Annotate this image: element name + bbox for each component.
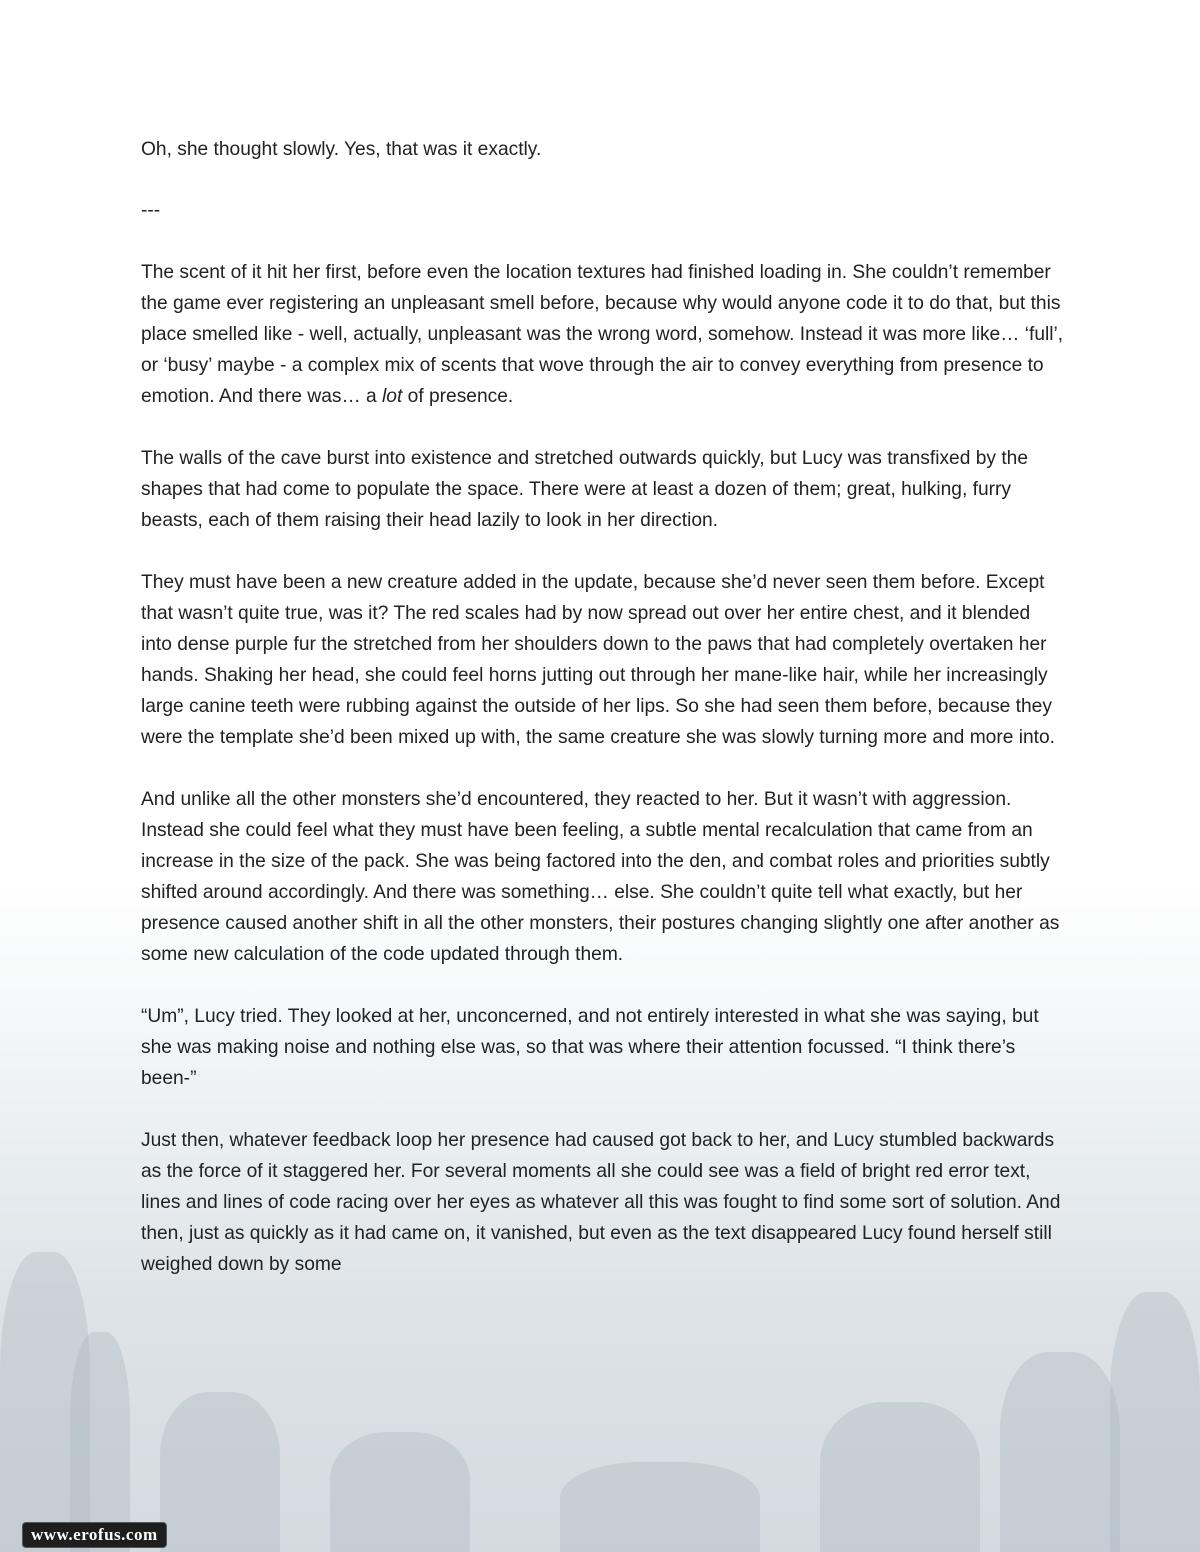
paragraph xyxy=(141,1125,1066,1280)
paragraph-text: The walls of the cave burst into existence and stretched outwards quickly, but Lucy was transfixed by the shapes that had come to populate the space. There were at least a dozen of them; great, hulking, furry beasts, each of them raising their head lazily to look in her direction. xyxy=(141,448,1028,531)
paragraph-text: “Um”, Lucy tried. They looked at her, unconcerned, and not entirely interested in what she was saying, but she was making noise and nothing else was, so that was where their attention focussed. “I think there’s been-” xyxy=(141,1006,1039,1089)
watermark-text: www.erofus.com xyxy=(31,1525,158,1544)
document-body xyxy=(141,134,1066,1311)
paragraph xyxy=(141,1001,1066,1094)
paragraph xyxy=(141,443,1066,536)
paragraph-text: And unlike all the other monsters she’d encountered, they reacted to her. But it wasn’t with aggression. Instead she could feel what they must have been feeling, a subtle mental recalculation that came from an increase in the size of the pack. She was being factored into the den, and combat roles and priorities subtly shifted around accordingly. And there was something… else. She couldn’t quite tell what exactly, but her presence caused another shift in all the other monsters, their postures changing slightly one after another as some new calculation of the code updated through them. xyxy=(141,789,1060,965)
paragraph xyxy=(141,567,1066,753)
paragraph xyxy=(141,257,1066,412)
scene-separator xyxy=(141,195,1066,226)
paragraph-text: Just then, whatever feedback loop her presence had caused got back to her, and Lucy stumbled backwards as the force of it staggered her. For several moments all she could see was a field of bright red error text, lines and lines of code racing over her eyes as whatever all this was fought to find some sort of solution. And then, just as quickly as it had came on, it vanished, but even as the text disappeared Lucy found herself still weighed down by some xyxy=(141,1130,1061,1275)
paragraph xyxy=(141,134,1066,165)
paragraph-text: The scent of it hit her first, before even the location textures had finished loading in. She couldn’t remember the game ever registering an unpleasant smell before, because why would anyone code it to do that, but this place smelled like - well, actually, unpleasant was the wrong word, somehow. Instead it was more like… ‘full’, or ‘busy’ maybe - a complex mix of scents that wove through the air to convey everything from presence to emotion. And there was… a xyxy=(141,262,1064,407)
emphasis-text: lot xyxy=(382,386,403,407)
watermark xyxy=(22,1522,167,1548)
paragraph-text: Oh, she thought slowly. Yes, that was it exactly. xyxy=(141,139,542,160)
paragraph xyxy=(141,784,1066,970)
paragraph-text: of presence. xyxy=(402,386,514,407)
paragraph-text: They must have been a new creature added in the update, because she’d never seen them before. Except that wasn’t quite true, was it? The red scales had by now spread out over her entire chest, and it blended into dense purple fur the stretched from her shoulders down to the paws that had completely overtaken her hands. Shaking her head, she could feel horns jutting out through her mane-like hair, while her increasingly large canine teeth were rubbing against the outside of her lips. So she had seen them before, because they were the template she’d been mixed up with, the same creature she was slowly turning more and more into. xyxy=(141,572,1056,748)
separator-text: --- xyxy=(141,200,161,221)
